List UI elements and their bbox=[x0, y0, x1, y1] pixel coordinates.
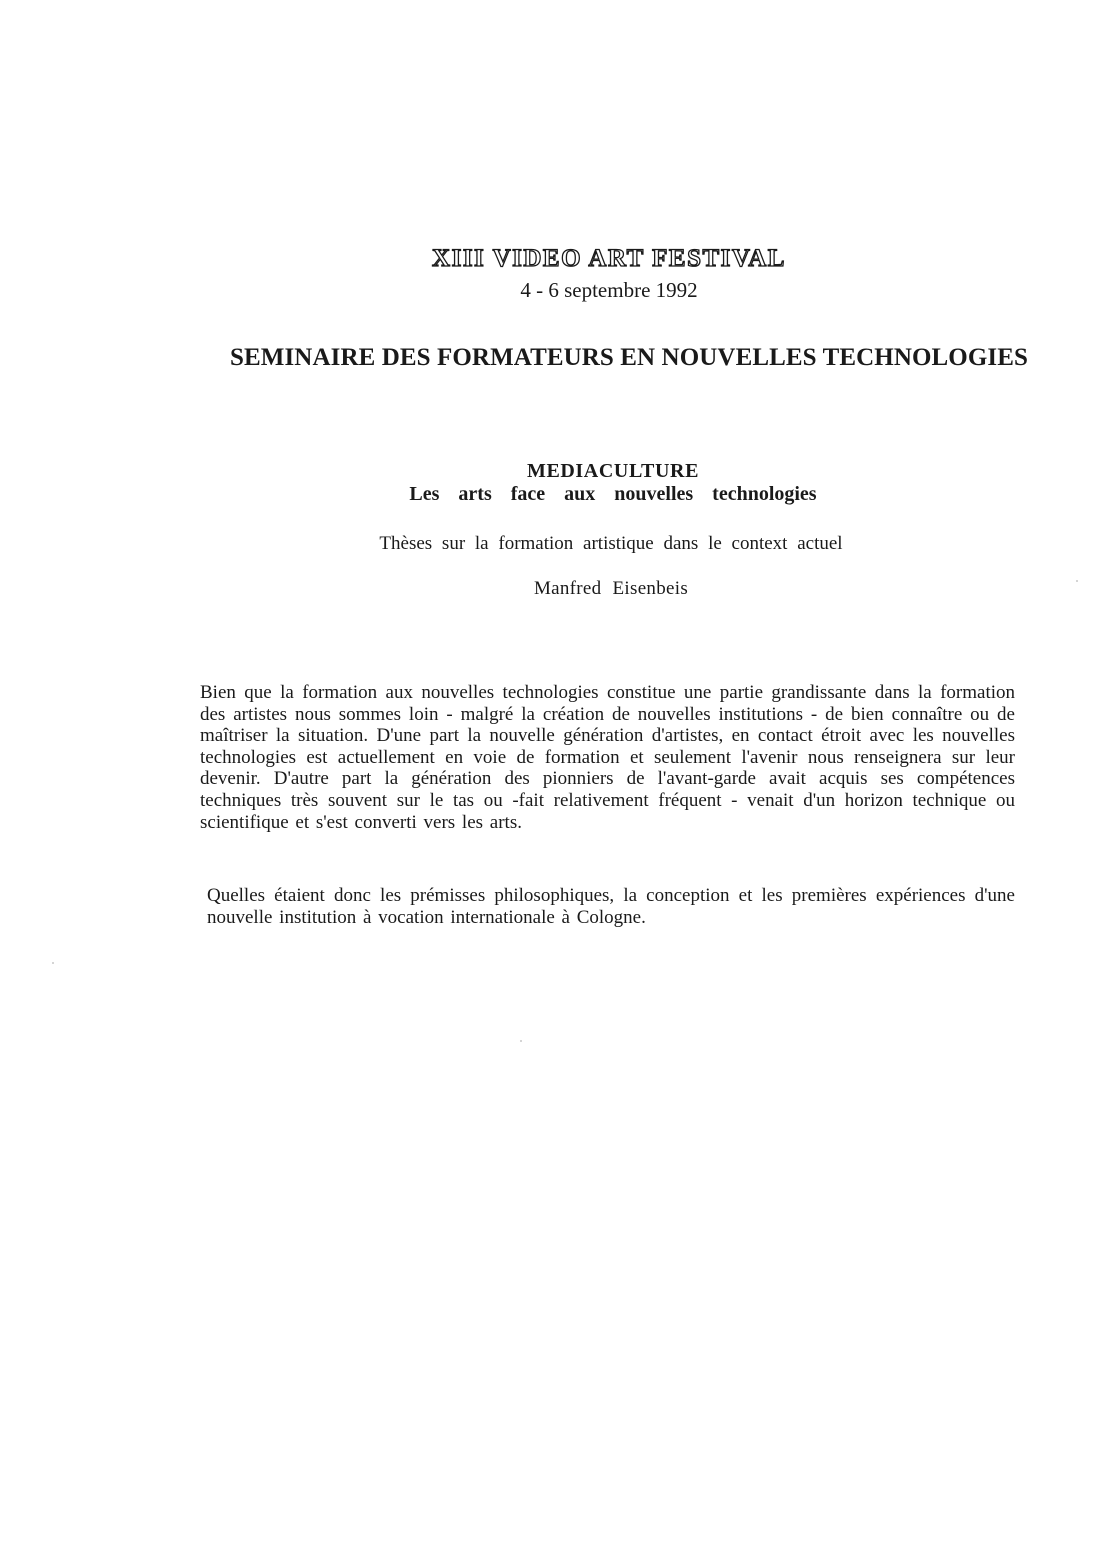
scan-speck bbox=[520, 1040, 522, 1042]
body-paragraph-1: Bien que la formation aux nouvelles technologies constitue une partie grandissante dans la formation des artistes nous sommes loin - malgré la création de nouvelles institutions - de bien connaître ou de maîtriser la situation. D'une part la nouvelle génération d'artistes, en contact étroit avec les nouvelles technologies est actuellement en voie de formation et seulement l'avenir nous renseignera sur leur devenir. D'autre part la génération des pionniers de l'avant-garde avait acquis ses compétences techniques très souvent sur le tas ou -fait relativement fréquent - venait d'un horizon technique ou scientifique et s'est converti vers les arts. bbox=[200, 682, 1015, 833]
festival-dates: 4 - 6 septembre 1992 bbox=[520, 278, 698, 302]
body-paragraph-2: Quelles étaient donc les prémisses philosophiques, la conception et les premières expériences d'une nouvelle institution à vocation internationale à Cologne. bbox=[207, 885, 1015, 928]
scan-speck bbox=[1076, 580, 1078, 582]
section-title: MEDIACULTURE bbox=[526, 460, 700, 482]
theses-heading: Thèses sur la formation artistique dans le context actuel bbox=[379, 533, 843, 554]
author-name: Manfred Eisenbeis bbox=[533, 578, 689, 599]
section-subtitle: Les arts face aux nouvelles technologies bbox=[409, 483, 817, 505]
seminar-title: SEMINAIRE DES FORMATEURS EN NOUVELLES TECHNOLOGIES bbox=[230, 344, 1028, 371]
festival-title: XIII VIDEO ART FESTIVAL bbox=[432, 245, 786, 272]
scan-speck bbox=[52, 962, 54, 964]
